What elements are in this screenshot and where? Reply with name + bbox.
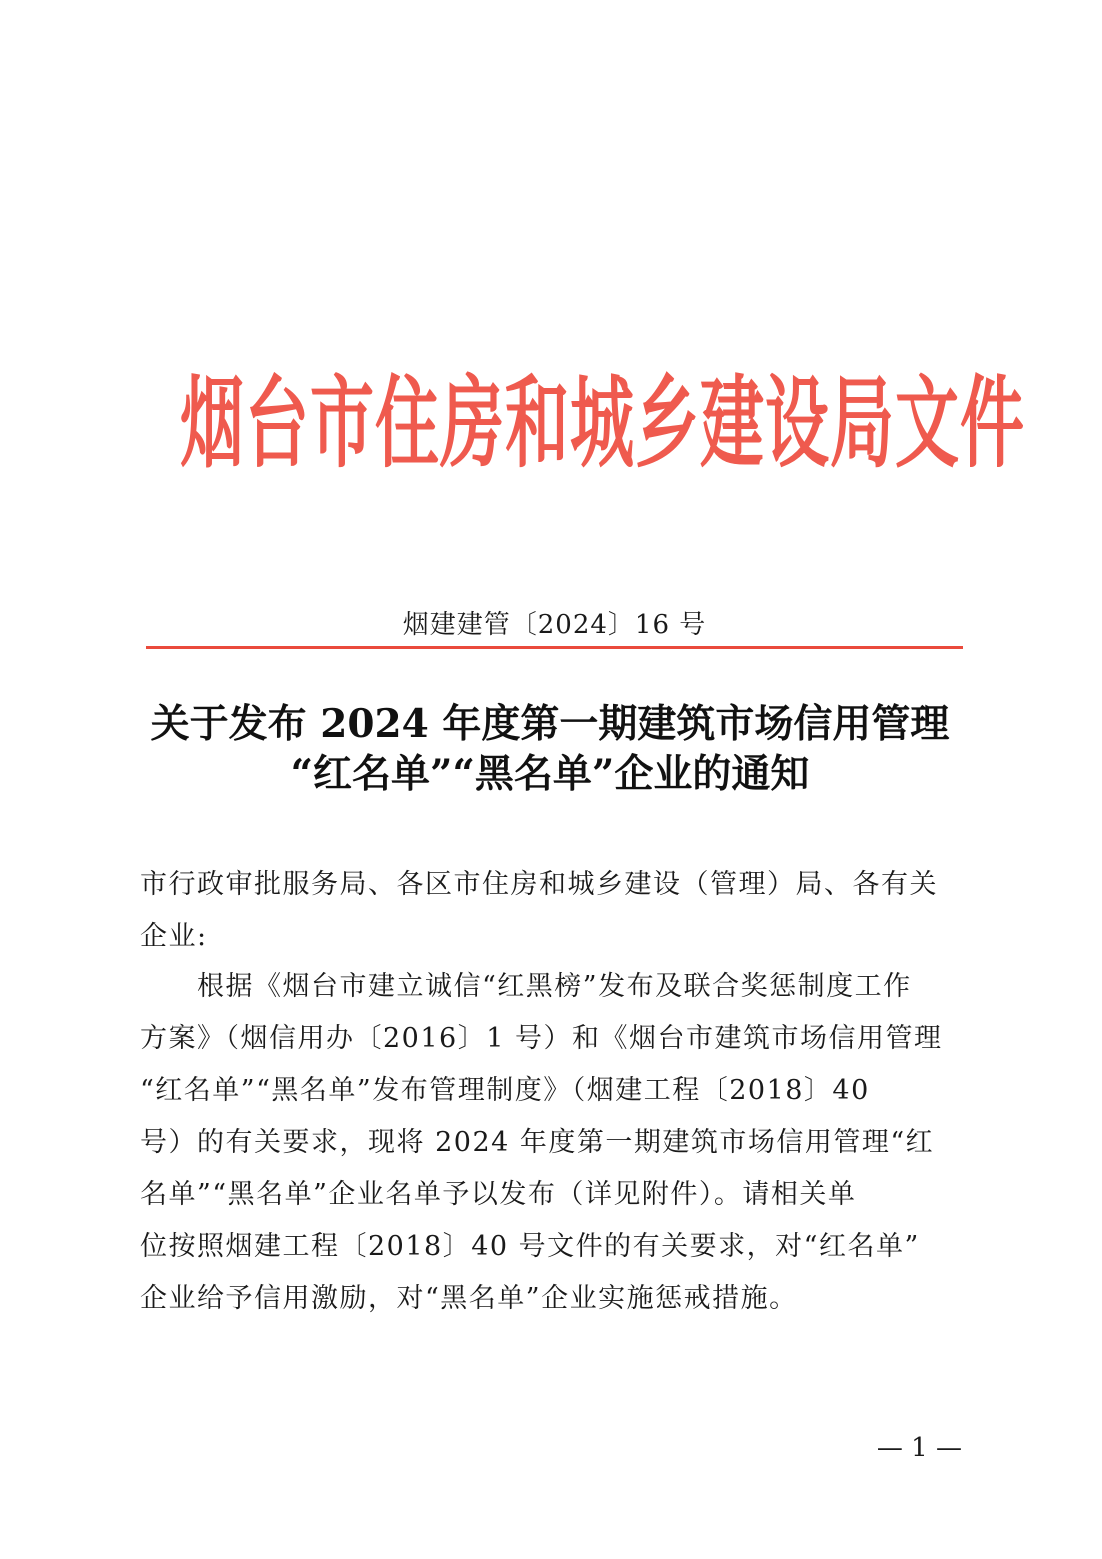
body-paragraph-line: 方案》（烟信用办〔2016〕1 号）和《烟台市建筑市场信用管理 bbox=[140, 1023, 943, 1054]
body-paragraph-line: 企业给予信用激励，对“黑名单”企业实施惩戒措施。 bbox=[140, 1283, 798, 1314]
body-paragraph-line: 号）的有关要求，现将 2024 年度第一期建筑市场信用管理“红 bbox=[140, 1127, 935, 1158]
addressee-line-1: 市行政审批服务局、各区市住房和城乡建设（管理）局、各有关 bbox=[140, 869, 938, 900]
addressee-line-2: 企业: bbox=[140, 921, 208, 952]
document-title-line-1: 关于发布 2024 年度第一期建筑市场信用管理 bbox=[150, 701, 950, 747]
document-masthead: 烟台市住房和城乡建设局文件 bbox=[180, 367, 1025, 483]
document-number: 烟建建管〔2024〕16 号 bbox=[402, 610, 707, 640]
body-paragraph-line: 位按照烟建工程〔2018〕40 号文件的有关要求，对“红名单” bbox=[140, 1231, 920, 1262]
body-paragraph-line: 名单”“黑名单”企业名单予以发布（详见附件）。请相关单 bbox=[140, 1179, 857, 1210]
body-paragraph-line: 根据《烟台市建立诚信“红黑榜”发布及联合奖惩制度工作 bbox=[140, 971, 912, 1002]
document-title-line-2: “红名单”“黑名单”企业的通知 bbox=[290, 751, 810, 797]
page-number: — 1 — bbox=[876, 1433, 962, 1463]
body-paragraph-line: “红名单”“黑名单”发布管理制度》（烟建工程〔2018〕40 bbox=[140, 1075, 870, 1106]
red-divider-line bbox=[146, 646, 963, 649]
